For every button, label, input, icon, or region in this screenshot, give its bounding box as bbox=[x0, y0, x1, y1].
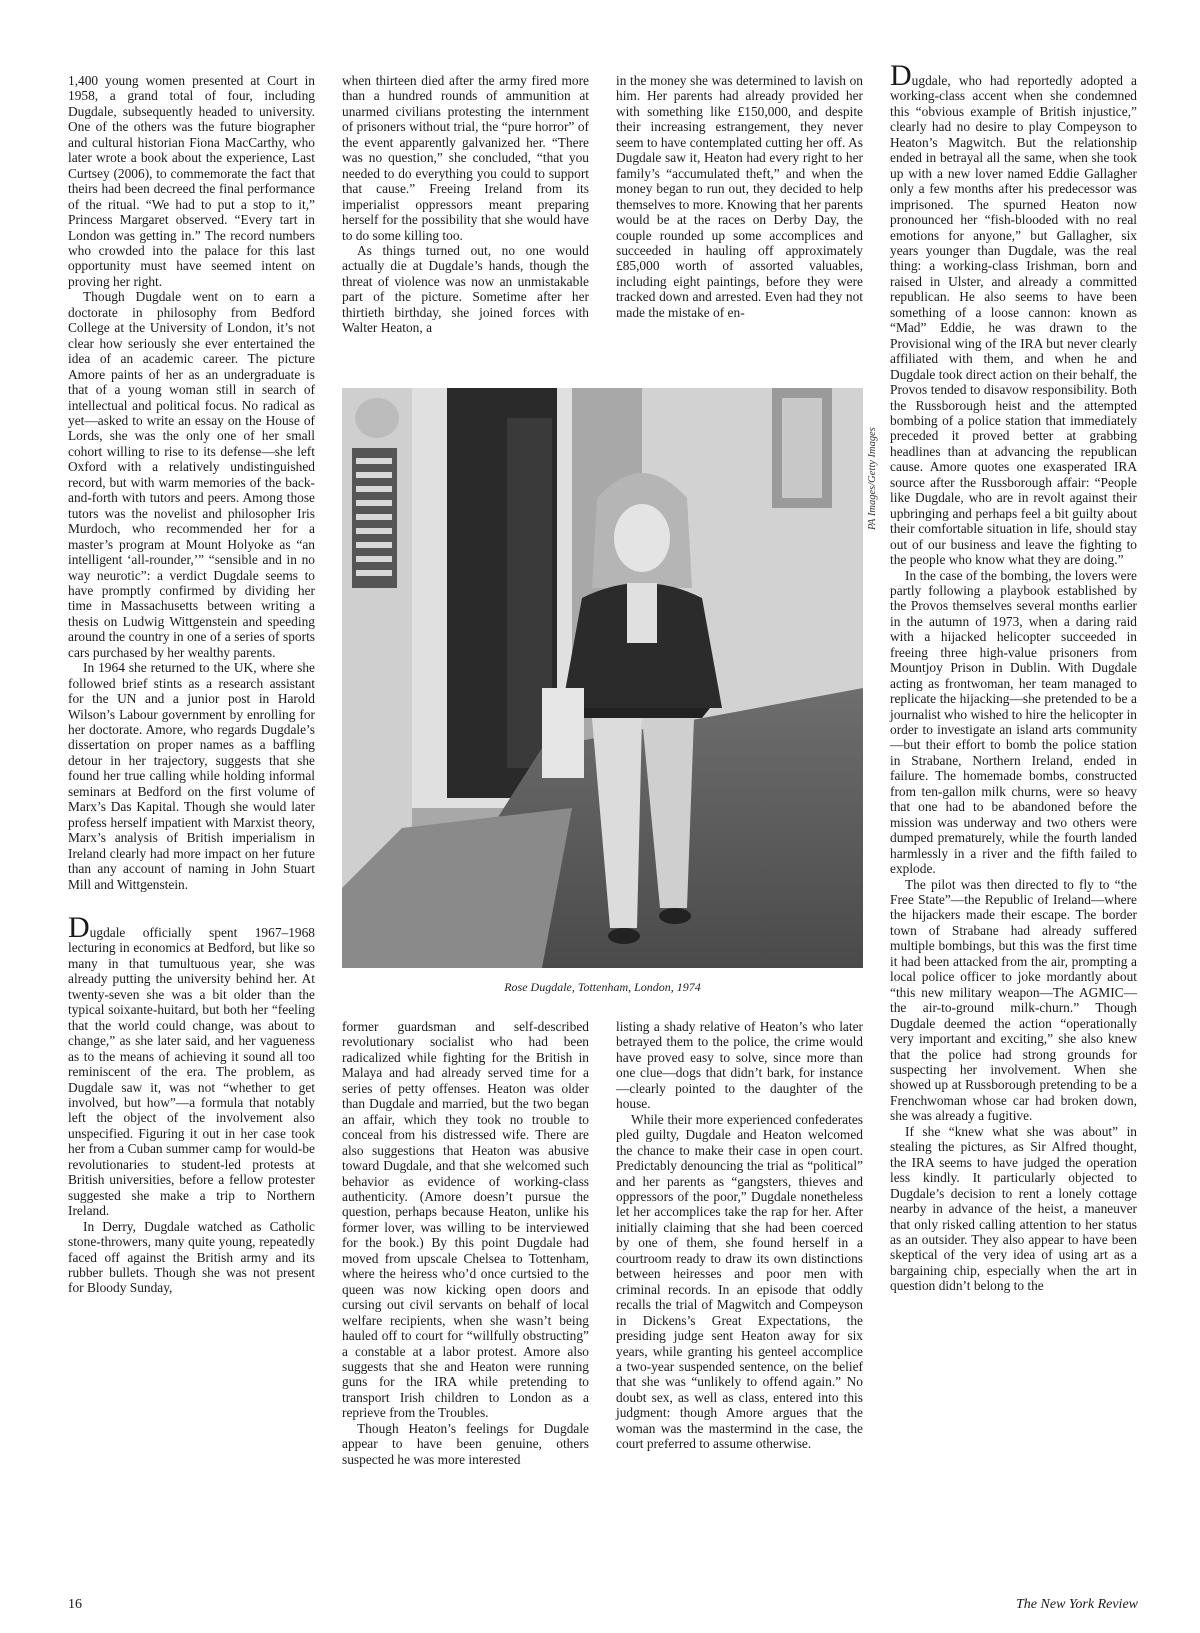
paragraph: Though Dugdale went on to earn a doctorate in philosophy from Bedford College at the University of London, it’s not clear how seriously she ever entertained the idea of an academic career. The picture Amore paints of her as an undergraduate is that of a young woman still in search of intellectual and political focus. No radical as yet—asked to write an essay on the House of Lords, she was the only one of her small cohort willing to rise to its defense—she left Oxford with a relatively undistinguished record, but with warm memories of the back-and-forth with tutors and peers. Among those tutors was the novelist and philosopher Iris Murdoch, who recommended her for a master’s program at Mount Holyoke as “an intelligent ‘all-rounder,’” “sensible and in no way neurotic”: a verdict Dugdale seems to have promptly confirmed by dividing her time in Massachusetts between writing a thesis on Ludwig Wittgenstein and speeding around the country in one of a series of sports cars purchased by her wealthy parents. bbox=[68, 289, 315, 660]
paragraph: in the money she was determined to lavish on him. Her parents had already provided her with something like £150,000, and despite their increasing estrangement, they never seem to have contemplated cutting her off. As Dugdale saw it, Heaton had every right to her family’s “accumulated theft,” and when the money began to run out, they decided to help themselves to more. Knowing that her parents would be at the races on Derby Day, the couple rounded up some accomplices and succeeded in hauling off approximately £85,000 worth of assorted valuables, including eight paintings, before they were tracked down and arrested. Even had they not made the mistake of en- bbox=[616, 73, 863, 320]
paragraph: In the case of the bombing, the lovers were partly following a playbook established by the Provos themselves several months earlier in the autumn of 1973, when a daring raid with a hijacked helicopter succeeded in freeing three high-value prisoners from Mountjoy Prison in Dublin. With Dugdale acting as frontwoman, her team managed to replicate the hijacking—she pretended to be a journalist who wished to hire the helicopter in order to investigate an island arts community—but their effort to bomb the police station in Strabane, Northern Ireland, ended in failure. The homemade bombs, constructed from ten-gallon milk churns, were so heavy that one had to be abandoned before the mission was underway and two others were dumped prematurely, while the fourth landed harmlessly in a river and the fifth failed to explode. bbox=[890, 567, 1137, 877]
paragraph: when thirteen died after the army fired more than a hundred rounds of ammunition at unarmed civilians protesting the internment of prisoners without trial, the “pure horror” of the event apparently galvanized her. “There was no question,” she concluded, “that you needed to do everything you could to support that cause.” Freeing Ireland from its imperialist oppressors meant preparing herself for the possibility that she would have to do some killing too. bbox=[342, 73, 589, 243]
paragraph: 1,400 young women presented at Court in 1958, a grand total of four, including Dugdale, subsequently headed to university. One of the others was the future biographer and cultural historian Fiona MacCarthy, who later wrote a book about the experience, Last Curtsey (2006), to commemorate the fact that theirs had been decreed the final performance of the ritual. “We had to put a stop to it,” Princess Margaret observed. “Every tart in London was getting in.” The record numbers who crowded into the palace for this last opportunity must have seemed intent on proving her right. bbox=[68, 73, 315, 289]
column-2-bottom bbox=[342, 1019, 589, 1467]
column-4 bbox=[890, 59, 1137, 1294]
photograph bbox=[342, 388, 863, 968]
paragraph: In 1964 she returned to the UK, where she followed brief stints as a research assistant for the UN and a junior post in Harold Wilson’s Labour government by enrolling for her doctorate. Amore, who regards Dugdale’s dissertation on proper names as a baffling detour in her trajectory, suggests that she found her true calling while holding informal seminars at Bedford on the first volume of Marx’s Das Kapital. Though she would later profess herself impatient with Marxist theory, Marx’s analysis of British imperialism in Ireland clearly had more impact on her future than any account of naming in John Stuart Mill and Wittgenstein. bbox=[68, 660, 315, 892]
column-2-top bbox=[342, 73, 589, 336]
photo-rose-dugdale bbox=[342, 388, 863, 968]
column-3-bottom bbox=[616, 1019, 863, 1452]
column-1 bbox=[68, 73, 315, 1296]
paragraph bbox=[890, 59, 1137, 568]
drop-cap: D bbox=[68, 911, 90, 945]
page-number: 16 bbox=[68, 1597, 82, 1612]
photo-credit: PA Images/Getty Images bbox=[867, 427, 878, 530]
running-title: The New York Review bbox=[1016, 1597, 1138, 1612]
paragraph-text: ugdale officially spent 1967–1968 lecturing in economics at Bedford, but like so many in that tumultuous year, she was already putting the university behind her. At twenty-seven she was a bit older than the typical soixante-huitard, but both her “feeling that the world could change, was about to change,” as she later said, and her vagueness as to the means of achieving it sound all too reminiscent of the era. The problem, as Dugdale saw it, was not “whether to get involved, but how”—a formula that notably left the object of the involvement also unspecified. Figuring it out in her case took her from a Cuban summer camp for would-be revolutionaries to student-led protests at British universities, before a fellow protester suggested she make a trip to Northern Ireland. bbox=[68, 925, 315, 1219]
paragraph: Though Heaton’s feelings for Dugdale appear to have been genuine, others suspected he was more interested bbox=[342, 1420, 589, 1467]
paragraph: The pilot was then directed to fly to “the Free State”—the Republic of Ireland—where the hijackers made their escape. The border town of Strabane had already suffered multiple bombings, but this was the first time it had been attacked from the air, prompting a local police officer to joke mordantly about “this new military weapon—The AGMIC—the air-to-ground milk-churn.” Though Dugdale deemed the action “operationally very important and exciting,” she also knew that the police had strong grounds for suspecting her involvement. When she showed up at Russborough pretending to be a Frenchwoman whose car had broken down, she was already a fugitive. bbox=[890, 876, 1137, 1124]
paragraph: listing a shady relative of Heaton’s who later betrayed them to the police, the crime would have proved easy to solve, since more than one clue—dogs that didn’t bark, for instance—clearly pointed to the daughter of the house. bbox=[616, 1019, 863, 1112]
paragraph: In Derry, Dugdale watched as Catholic stone-throwers, many quite young, repeatedly faced off against the British army and its rubber bullets. Though she was not present for Bloody Sunday, bbox=[68, 1218, 315, 1296]
paragraph: If she “knew what she was about” in stealing the pictures, as Sir Alfred thought, the IRA seems to have judged the operation less kindly. It particularly objected to Dugdale’s decision to rent a lonely cottage nearby in advance of the heist, a maneuver that only risked calling attention to her status as an outsider. They also appear to have been skeptical of the very idea of using art as a bargaining chip, especially when the art in question didn’t belong to the bbox=[890, 1123, 1137, 1294]
photo-caption: Rose Dugdale, Tottenham, London, 1974 bbox=[504, 980, 701, 994]
paragraph: As things turned out, no one would actually die at Dugdale’s hands, though the threat of violence was now an unmistakable part of the picture. Sometime after her thirtieth birthday, she joined forces with Walter Heaton, a bbox=[342, 242, 589, 336]
paragraph-text: ugdale, who had reportedly adopted a working-class accent when she condemned this “obvious example of British injustice,” clearly had no desire to play Compeyson to Heaton’s Magwitch. But the relationship ended in betrayal all the same, when she took up with a new lover named Eddie Gallagher only a few months after his predecessor was imprisoned. The spurned Heaton now pronounced her “fish-blooded with no real emotions for anyone,” but Gallagher, six years younger than Dugdale, was the real thing: a working-class Irishman, born and raised in Ulster, and already a committed republican. He also seems to have been something of a loose cannon: known as “Mad” Eddie, he was drawn to the Provisional wing of the IRA but never clearly affiliated with them, and when he and Dugdale took direct action on their behalf, the Provos tended to disavow responsibility. Both the Russborough heist and the attempted bombing of a police station that immediately preceded it proved better at grabbing headlines than at advancing the republican cause. Amore quotes one exasperated IRA source after the Russborough affair: “People like Dugdale, who are in revolt against their upbringing and perhaps feel a bit guilty about their comfortable situation in life, should stay out of our business and leave the fighting to the people who know what they are doing.” bbox=[890, 73, 1137, 568]
paragraph: While their more experienced confederates pled guilty, Dugdale and Heaton welcomed the chance to make their case in open court. Predictably denouncing the trial as “political” and her parents as “gangsters, thieves and oppressors of the poor,” Dugdale nonetheless let her accomplices take the rap for her. After initially claiming that she had been coerced by one of them, she found herself in a courtroom ready to draw its own distinctions between heiresses and poor men with criminal records. In an episode that oddly recalls the trial of Magwitch and Compeyson in Dickens’s Great Expectations, the presiding judge sent Heaton away for six years, while granting his genteel accomplice a two-year suspended sentence, on the belief that she was “unlikely to offend again.” No doubt sex, as well as class, entered into this judgment: though Amore argues that the woman was the mastermind in the case, the court preferred to assume otherwise. bbox=[616, 1111, 863, 1452]
paragraph bbox=[68, 911, 315, 1219]
paragraph: former guardsman and self-described revolutionary socialist who had been radicalized while fighting for the British in Malaya and had already served time for a series of petty offenses. Heaton was older than Dugdale and married, but the two began an affair, which they took no trouble to conceal from his distressed wife. There are also suggestions that Heaton was abusive toward Dugdale, and that she welcomed such behavior as evidence of working-class authenticity. (Amore doesn’t pursue the question, perhaps because Heaton, unlike his former lover, was willing to be interviewed for the book.) By this point Dugdale had moved from upscale Chelsea to Tottenham, where the heiress who’d once curtsied to the queen was now kicking open doors and cursing out civil servants on behalf of local welfare recipients, when she wasn’t being hauled off to court for “willfully obstructing” a constable at a labor protest. Amore also suggests that she and Heaton were running guns for the IRA while pretending to transport Irish children to London as a reprieve from the Troubles. bbox=[342, 1019, 589, 1421]
column-3-top bbox=[616, 73, 863, 320]
drop-cap: D bbox=[890, 59, 912, 92]
